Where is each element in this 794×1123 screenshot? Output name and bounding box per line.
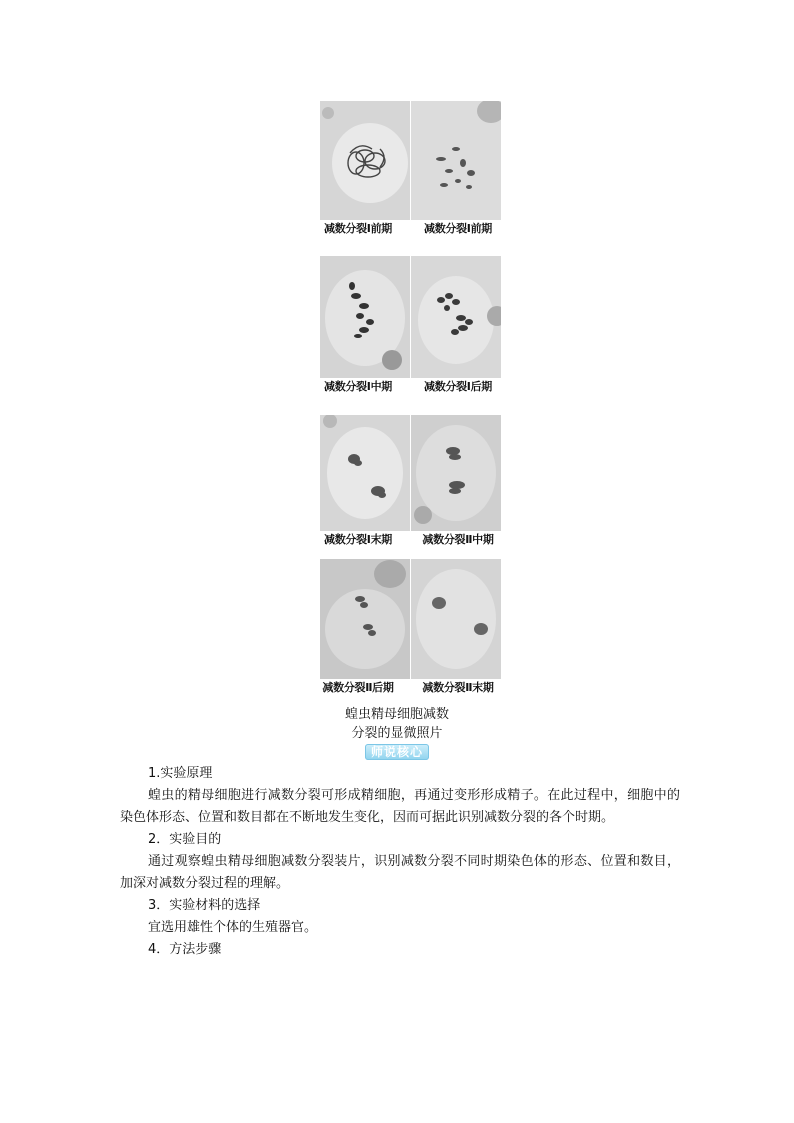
paragraph-principle: 蝗虫的精母细胞进行减数分裂可形成精细胞，再通过变形形成精子。在此过程中，细胞中的染色体形态、位置和数目都在不断地发生变化，因而可据此识别减数分裂的各个时期。 [120, 788, 680, 825]
micrograph-telophase-2 [411, 559, 501, 679]
micrograph-metaphase-2 [411, 415, 501, 531]
figure-title-line-1: 蝗虫精母细胞减数 [344, 707, 449, 722]
figure-row-4 [320, 559, 501, 695]
micrograph-anaphase-2 [320, 559, 410, 679]
heading-materials: 3．实验材料的选择 [148, 898, 261, 913]
heading-purpose: 2．实验目的 [148, 832, 222, 847]
micrograph-prophase-1b [411, 101, 501, 220]
caption-metaphase-1: 减数分裂Ⅰ中期 [324, 380, 392, 393]
micrograph-anaphase-1 [411, 256, 501, 378]
heading-steps: 4．方法步骤 [148, 942, 222, 957]
paragraph-materials: 宜选用雄性个体的生殖器官。 [148, 920, 318, 935]
figure-row-2 [320, 256, 501, 394]
micrograph-telophase-1 [320, 415, 410, 531]
caption-prophase-1a: 减数分裂Ⅰ前期 [324, 222, 392, 235]
body-text [120, 763, 680, 961]
figure-row-3 [320, 415, 501, 547]
caption-anaphase-2: 减数分裂Ⅱ后期 [322, 681, 394, 694]
section-badge: 师说核心 [365, 744, 429, 760]
micrograph-metaphase-1 [320, 256, 410, 378]
figure-row-1 [320, 101, 501, 236]
caption-anaphase-1: 减数分裂Ⅰ后期 [424, 380, 492, 393]
paragraph-purpose: 通过观察蝗虫精母细胞减数分裂装片，识别减数分裂不同时期染色体的形态、位置和数目，加深对减数分裂过程的理解。 [120, 854, 680, 891]
caption-metaphase-2: 减数分裂Ⅱ中期 [422, 533, 494, 546]
heading-principle: 1.实验原理 [148, 766, 213, 781]
caption-telophase-1: 减数分裂Ⅰ末期 [324, 533, 392, 546]
figure-title-line-2: 分裂的显微照片 [351, 726, 443, 741]
caption-telophase-2: 减数分裂Ⅱ末期 [422, 681, 494, 694]
micrograph-prophase-1a [320, 101, 410, 220]
caption-prophase-1b: 减数分裂Ⅰ前期 [424, 222, 492, 235]
